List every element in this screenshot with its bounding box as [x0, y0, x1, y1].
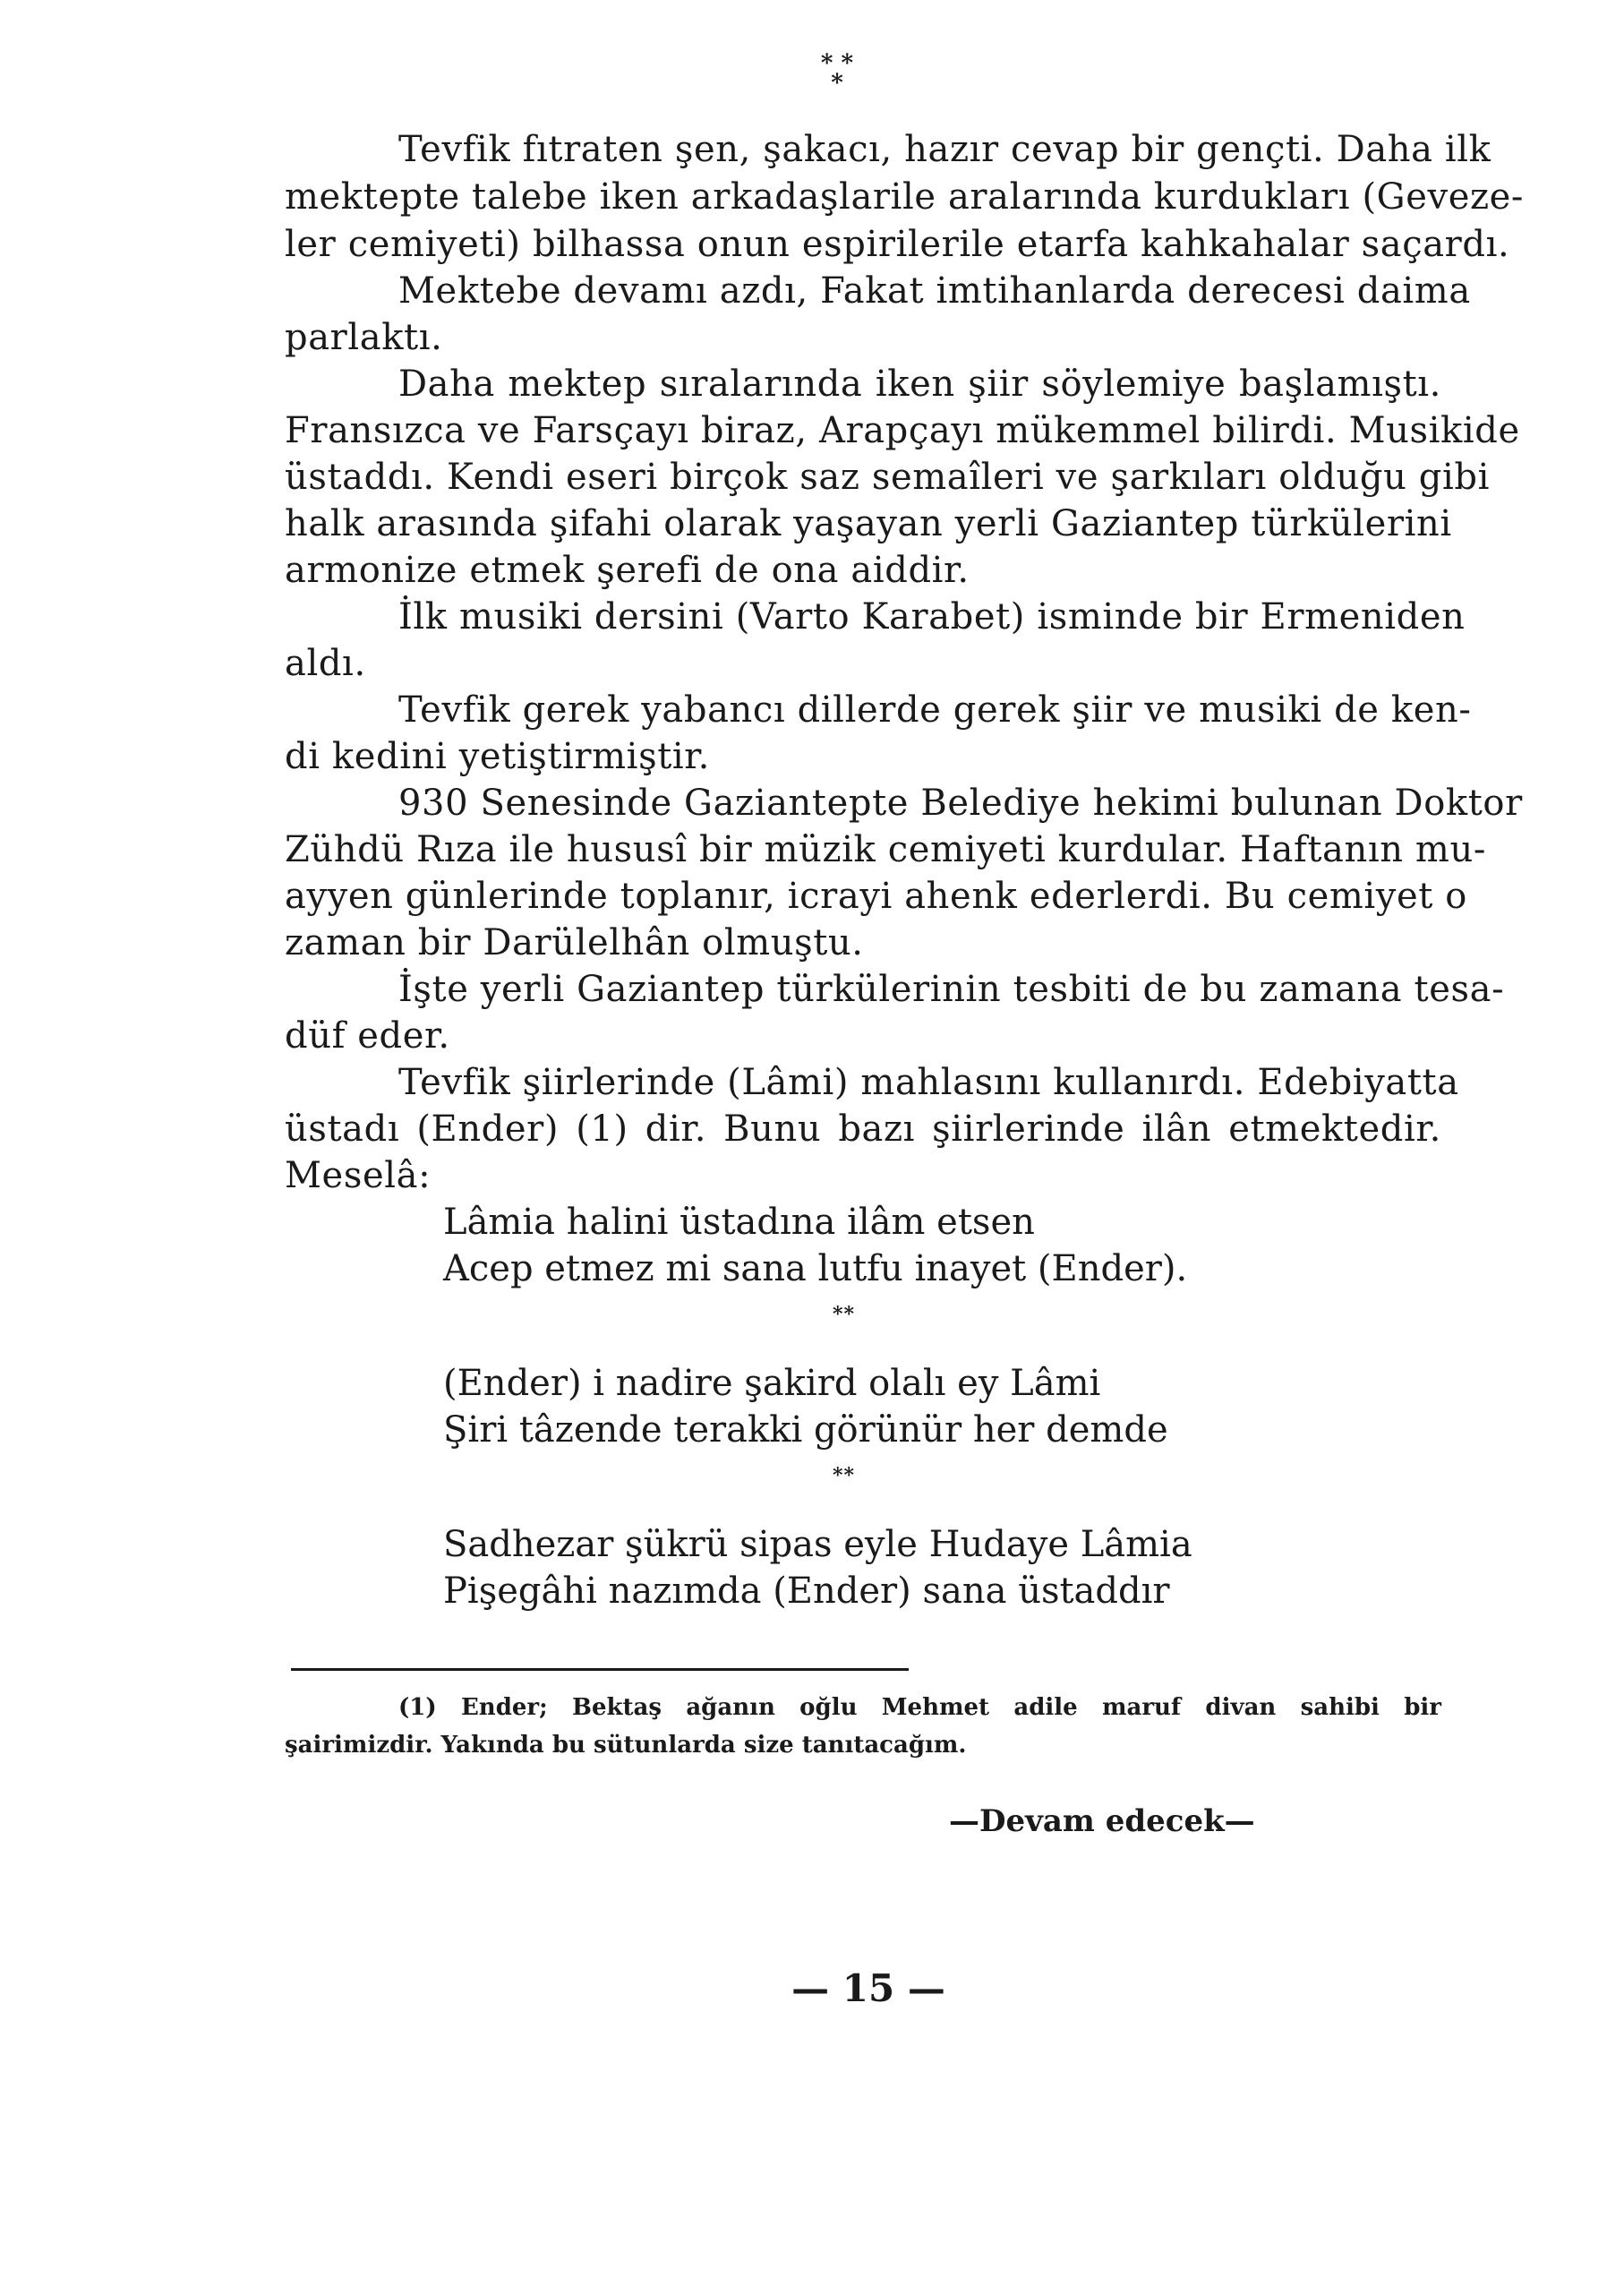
footnote-rule — [291, 1668, 909, 1671]
footnote-line: (1) Ender; Bektaş ağanın oğlu Mehmet adile maruf divan sahibi bir — [398, 1694, 1441, 1721]
body-line: ayyen günlerinde toplanır, icrayi ahenk ederlerdi. Bu cemiyet o — [285, 876, 1467, 917]
body-line: üstadı (Ender) (1) dir. Bunu bazı şiirlerinde ilân etmektedir. — [285, 1108, 1441, 1150]
verse-separator: ** — [833, 1303, 856, 1326]
section-asterism — [810, 50, 864, 97]
body-line: İlk musiki dersini (Varto Karabet) isminde bir Ermeniden — [398, 596, 1466, 638]
asterism-top: * * — [820, 50, 854, 77]
body-line: Mektebe devamı azdı, Fakat imtihanlarda derecesi daima — [398, 270, 1471, 312]
body-line: aldı. — [285, 643, 366, 684]
continuation-note: —Devam edecek— — [949, 1803, 1255, 1839]
body-line: zaman bir Darülelhân olmuştu. — [285, 922, 864, 963]
body-line: Meselâ: — [285, 1155, 432, 1196]
body-line: halk arasında şifahi olarak yaşayan yerli Gaziantep türkülerini — [285, 503, 1452, 544]
body-line: düf eder. — [285, 1015, 450, 1057]
body-line: İşte yerli Gaziantep türkülerinin tesbiti de bu zamana tesa- — [398, 969, 1505, 1010]
body-line: Tevfik şiirlerinde (Lâmi) mahlasını kullanırdı. Edebiyatta — [398, 1062, 1459, 1103]
verse-line: (Ender) i nadire şakird olalı ey Lâmi — [443, 1363, 1101, 1404]
body-line: Tevfik gerek yabancı dillerde gerek şiir ve musiki de ken- — [398, 689, 1472, 731]
body-line: Zühdü Rıza ile hususî bir müzik cemiyeti kurdular. Haftanın mu- — [285, 829, 1486, 870]
body-line: 930 Senesinde Gaziantepte Belediye hekimi bulunan Doktor — [398, 783, 1523, 824]
body-line: ler cemiyeti) bilhassa onun espirilerile etarfa kahkahalar saçardı. — [285, 224, 1510, 265]
verse-line: Pişegâhi nazımda (Ender) sana üstaddır — [443, 1571, 1170, 1612]
asterism-bottom: * — [831, 70, 843, 97]
body-line: parlaktı. — [285, 317, 443, 358]
verse-line: Şiri tâzende terakki görünür her demde — [443, 1409, 1168, 1451]
body-line: Fransızca ve Farsçayı biraz, Arapçayı mükemmel bilirdi. Musikide — [285, 410, 1520, 451]
body-line: di kedini yetiştirmiştir. — [285, 736, 710, 777]
body-line: Tevfik fıtraten şen, şakacı, hazır cevap bir gençti. Daha ilk — [398, 129, 1492, 170]
verse-line: Acep etmez mi sana lutfu inayet (Ender). — [443, 1248, 1188, 1289]
body-line: mektepte talebe iken arkadaşlarile aralarında kurdukları (Geveze- — [285, 176, 1525, 218]
body-line: Daha mektep sıralarında iken şiir söylemiye başlamıştı. — [398, 364, 1441, 405]
body-line: armonize etmek şerefi de ona aiddir. — [285, 550, 970, 591]
verse-separator: ** — [833, 1464, 856, 1487]
page-number: — 15 — — [791, 1966, 945, 2010]
footnote-line: şairimizdir. Yakında bu sütunlarda size tanıtacağım. — [285, 1732, 967, 1759]
verse-line: Sadhezar şükrü sipas eyle Hudaye Lâmia — [443, 1524, 1192, 1565]
verse-line: Lâmia halini üstadına ilâm etsen — [443, 1202, 1035, 1243]
body-line: üstaddı. Kendi eseri birçok saz semaîleri ve şarkıları olduğu gibi — [285, 457, 1490, 498]
